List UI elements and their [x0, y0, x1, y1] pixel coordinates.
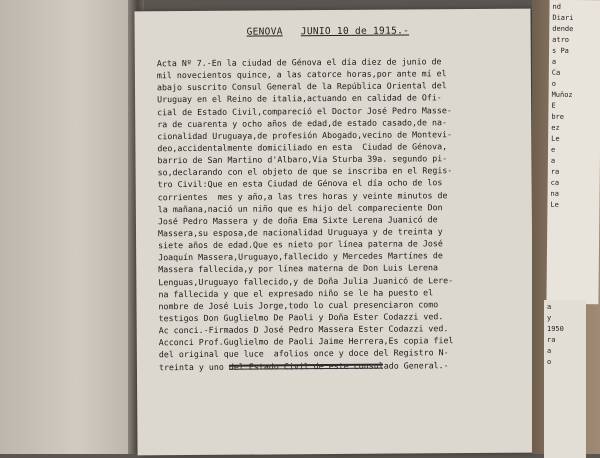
side-strip-line: Diari — [552, 13, 598, 24]
record-line: Ac conci.-Firmados D José Pedro Massera Ester Codazzi ved. — [159, 322, 519, 337]
record-line: José Pedro Massera y de doña Ema Sixte Lerena Juanicó de — [158, 213, 518, 228]
record-line: Massera,su esposa,de nacionalidad Uruguaya y de treinta y — [158, 225, 518, 240]
side-strip-line: bre — [551, 112, 597, 123]
page-header — [247, 25, 410, 37]
side-strip-line: a — [547, 346, 583, 357]
record-line: siete años de edad.Que es nieto por línea paterna de José — [158, 237, 518, 252]
record-line: barrio de San Martino d'Albaro,Via Sturba 39a. segundo pi- — [157, 152, 517, 167]
record-line: treinta y uno del Estado Civil de este consulado General.- — [159, 358, 519, 373]
side-strip-line: Ca — [552, 68, 598, 79]
record-line: Massera fallecida,y por línea materna de Don Luis Lerena — [158, 261, 518, 276]
side-strip-line: a — [552, 57, 598, 68]
side-strip-line: s Pa — [552, 46, 598, 57]
record-line: tro Civil:Que en esta Ciudad de Génova el día ocho de los — [158, 176, 518, 191]
side-strip-line: o — [552, 79, 598, 90]
record-line: ra de cuarenta y ocho años de edad,de estado casado,de na- — [157, 115, 517, 130]
side-strip-line: 1950 — [547, 324, 583, 335]
record-line: so,declarando con el objeto de que se inscriba en el Regis- — [158, 164, 518, 179]
side-strip-line: Le — [551, 134, 597, 145]
side-strip-line: E — [551, 101, 597, 112]
record-line: Acta Nº 7.-En la ciudad de Génova el día diez de junio de — [157, 55, 517, 70]
record-line: Uruguay en el Reino de italia,actuando en calidad de Ofi- — [157, 91, 517, 106]
record-line: testigos Don Guglielmo De Paoli y Doña Ester Codazzi ved. — [159, 310, 519, 325]
record-line: deo,accidentalmente domiciliado en esta Ciudad de Génova, — [157, 140, 517, 155]
record-line: na fallecida y que el expresado niño se le ha puesto el — [158, 285, 518, 300]
side-document-strip — [546, 0, 600, 304]
side-strip-line: Muñoz — [552, 90, 598, 101]
side-strip-line: ca — [551, 178, 597, 189]
record-line: mil novecientos quince, a las catorce horas,por ante mí el — [157, 67, 517, 82]
side-strip-line: a — [551, 156, 597, 167]
document-page — [134, 9, 533, 456]
header-date: JUNIO 10 de 1915.- — [301, 25, 409, 37]
record-line: nombre de José Luis Jorge,todo lo cual presenciaron como — [158, 298, 518, 313]
record-line: corrientes mes y año,a las tres horas y veinte minutos de — [158, 188, 518, 203]
record-line: Lenguas,Uruguayo fallecido,y de Doña Julia Juanicó de Lere- — [158, 273, 518, 288]
record-body — [157, 55, 519, 373]
record-line: Acconci Prof.Guglielmo de Paoli Jaime Herrera,Es copia fiel — [159, 334, 519, 349]
left-page — [0, 0, 140, 454]
record-line: la mañana,nació un niño que es hijo del compareciente Don — [158, 200, 518, 215]
side-strip-line: dende — [552, 24, 598, 35]
side-strip-line: atro — [552, 35, 598, 46]
side-strip-line: y — [547, 313, 583, 324]
record-line: abajo suscrito Consul General de la República Oriental del — [157, 79, 517, 94]
side-strip-line: nd — [552, 2, 598, 13]
record-line: cionalidad Uruguaya,de profesión Abogado,vecino de Montevi- — [157, 128, 517, 143]
side-strip-line: o — [547, 357, 583, 368]
record-line: cial de Estado Civil,compareció el Doctor José Pedro Masse- — [157, 103, 517, 118]
side-strip-line: ez — [551, 123, 597, 134]
side-strip-line: ra — [547, 335, 583, 346]
side-strip-line: e — [551, 145, 597, 156]
side-strip-line: ra — [551, 167, 597, 178]
side-strip-line: a — [547, 302, 583, 313]
header-city: GENOVA — [247, 26, 283, 37]
record-line: del original que luce afolios once y doce del Registro N- — [159, 346, 519, 361]
side-strip-line: na — [550, 189, 596, 200]
side-document-strip-lower — [544, 300, 586, 458]
record-line: Joaquín Massera,Uruguayo,fallecido y Mercedes Martínes de — [158, 249, 518, 264]
side-strip-line: Le — [550, 200, 596, 211]
